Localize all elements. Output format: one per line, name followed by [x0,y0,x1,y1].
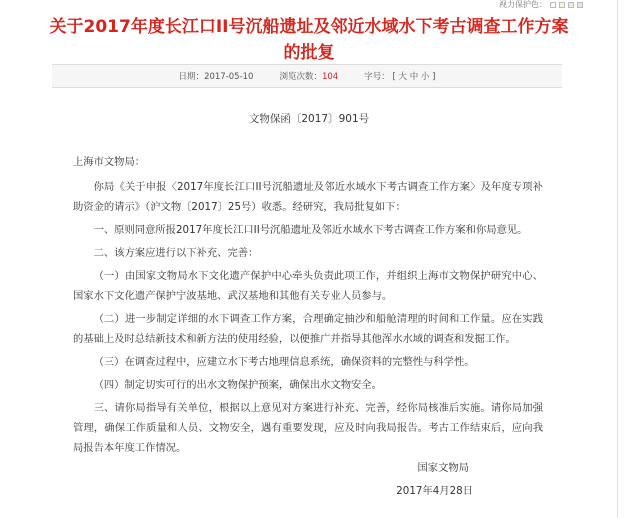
font-size-large-link[interactable]: 大 [398,72,407,82]
article-title [0,14,618,66]
views-label: 浏览次数： [279,72,322,82]
salutation: 上海市文物局： [73,156,146,168]
paragraph: （三）在调查过程中，应建立水下考古地理信息系统，确保资料的完整性与科学性。 [93,356,475,368]
color-swatch-blue[interactable] [577,2,583,8]
article-title-line1: 关于2017年度长江口II号沉船遗址及邻近水域水下考古调查工作方案 [49,17,569,37]
paragraph: 你局《关于申报〈2017年度长江口II号沉船遗址及邻近水域水下考古调查工作方案〉及年度专项补助资金的请示》（沪文物〔2017〕25号）收悉。经研究，我局批复如下： [73,181,543,213]
view-count [279,70,338,82]
paragraph: （四）制定切实可行的出水文物保护预案，确保出水文物安全。 [93,379,382,391]
date-value: 2017-05-10 [204,72,254,82]
views-value: 104 [321,72,339,82]
color-swatch-white[interactable] [550,2,556,8]
document-number: 文物保函〔2017〕901号 [248,113,370,125]
bracket-open: [ [392,72,396,82]
eye-protect-label: 视力保护色： [499,0,547,9]
paragraph: 二、该方案应进行以下补充、完善： [93,247,259,259]
paragraph: （二）进一步制定详细的水下调查工作方案，合理确定抽沙和船舱清理的时间和工作量。应在实践的基础上及时总结新技术和新方法的使用经验，以便推广并指导其他浑水水域的调查和发掘工作。 [73,313,543,345]
paragraph: 一、原则同意所报2017年度长江口II号沉船遗址及邻近水域水下考古调查工作方案和你局意见。 [93,224,528,236]
publish-date [179,70,254,82]
article-title-line2: 的批复 [283,43,335,63]
font-size-medium-link[interactable]: 中 [409,72,419,82]
color-swatch-green[interactable] [568,2,574,8]
bracket-close: ] [432,72,436,82]
date-label: 日期： [178,72,205,82]
signature-date: 2017年4月28日 [396,485,473,497]
signature-org: 国家文物局 [417,462,469,474]
color-swatch-beige[interactable] [559,2,565,8]
eye-protect-color-bar [499,0,583,10]
paragraph: 三、请你局指导有关单位，根据以上意见对方案进行补充、完善，经你局核准后实施。请你局加强管理，确保工作质量和人员、文物安全，遇有重要发现，应及时向我局报告。考古工作结束后，应向我局报告本年度工作情况。 [73,402,543,454]
paragraph: （一）由国家文物局水下文化遗产保护中心牵头负责此项工作，并组织上海市文物保护研究中心、国家水下文化遗产保护宁波基地、武汉基地和其他有关专业人员参与。 [73,270,543,302]
article-body [73,152,543,461]
font-size-control [364,70,435,82]
font-size-small-link[interactable]: 小 [420,72,430,82]
fontsize-label: 字号： [364,72,390,82]
article-meta-bar [52,64,562,88]
